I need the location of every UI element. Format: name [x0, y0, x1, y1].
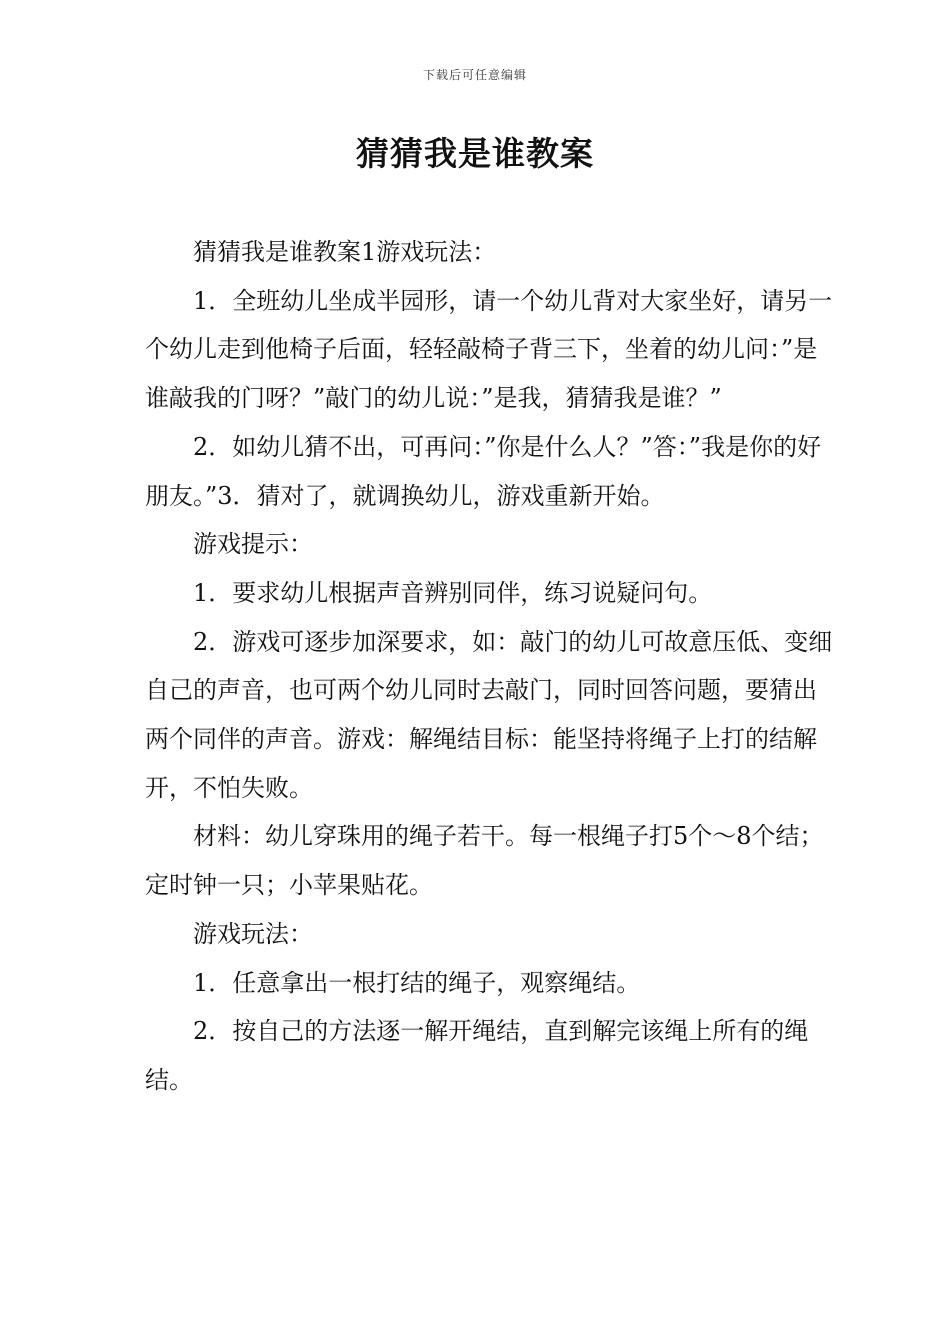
paragraph-play-2: 2．按自己的方法逐一解开绳结，直到解完该绳上所有的绳结。 — [145, 1017, 809, 1094]
document-title: 猜猜我是谁教案 — [356, 134, 594, 173]
header-note: 下载后可任意编辑 — [422, 68, 527, 82]
paragraph-step-1: 1．全班幼儿坐成半园形，请一个幼儿背对大家坐好，请另一个幼儿走到他椅子后面，轻轻敲椅子背三下，坐着的幼儿问：”是谁敲我的门呀？”敲门的幼儿说：”是我，猜猜我是谁？” — [145, 286, 833, 413]
document-body — [145, 228, 835, 1105]
paragraph-materials: 材料：幼儿穿珠用的绳子若干。每一根绳子打5个～8个结；定时钟一只；小苹果贴花。 — [145, 822, 824, 900]
paragraph-tip-1: 1．要求幼儿根据声音辨别同伴，练习说疑问句。 — [193, 578, 713, 607]
paragraph-play-heading: 游戏玩法： — [193, 919, 313, 948]
paragraph-step-2-3: 2．如幼儿猜不出，可再问：”你是什么人？”答：”我是你的好朋友。”3．猜对了，就调换幼儿，游戏重新开始。 — [145, 432, 822, 510]
paragraph-intro: 猜猜我是谁教案1游戏玩法： — [193, 238, 497, 266]
paragraph-tips-heading: 游戏提示： — [193, 530, 313, 559]
paragraph-tip-2: 2．游戏可逐步加深要求，如：敲门的幼儿可故意压低、变细自己的声音，也可两个幼儿同时去敲门，同时回答问题，要猜出两个同伴的声音。游戏：解绳结目标：能坚持将绳子上打的结解开，不怕失败。 — [145, 627, 833, 802]
paragraph-play-1: 1．任意拿出一根打结的绳子，观察绳结。 — [193, 968, 641, 997]
